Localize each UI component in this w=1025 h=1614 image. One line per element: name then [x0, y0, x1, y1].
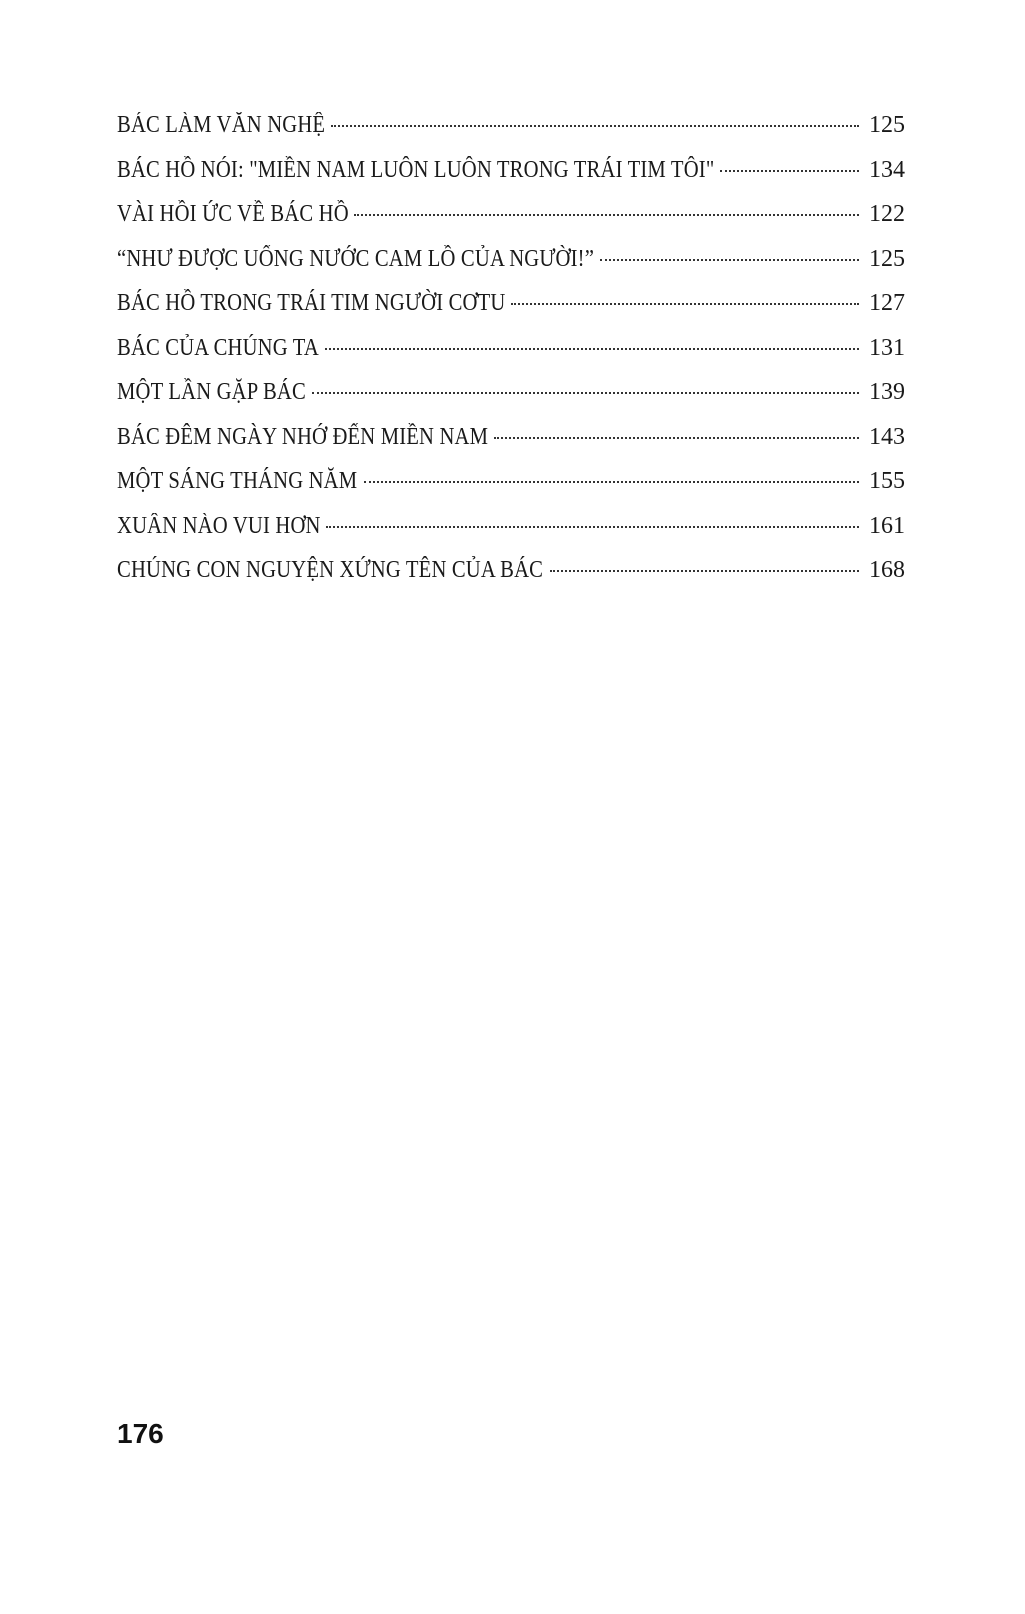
toc-dot-leader	[325, 347, 859, 350]
table-of-contents	[117, 112, 905, 602]
toc-dot-leader	[550, 569, 859, 572]
toc-entry-page: 143	[869, 423, 905, 450]
toc-entry	[117, 201, 905, 246]
toc-entry-title: BÁC HỒ NÓI: "MIỀN NAM LUÔN LUÔN TRONG TRÁI TIM TÔI"	[117, 156, 715, 183]
toc-entry	[117, 468, 905, 513]
toc-entry-page: 122	[869, 201, 905, 227]
toc-entry-title: MỘT SÁNG THÁNG NĂM	[117, 468, 358, 494]
toc-dot-leader	[312, 391, 859, 394]
toc-entry-page: 131	[869, 334, 905, 361]
toc-entry-title: MỘT LẦN GẶP BÁC	[117, 379, 306, 405]
toc-entry-page: 125	[869, 112, 905, 138]
toc-entry-title: VÀI HỒI ỨC VỀ BÁC HỒ	[117, 201, 349, 227]
toc-entry-page: 127	[869, 290, 905, 316]
toc-entry	[117, 246, 905, 291]
toc-entry-title: BÁC ĐÊM NGÀY NHỚ ĐẾN MIỀN NAM	[117, 423, 489, 450]
toc-entry-title: “NHƯ ĐƯỢC UỐNG NƯỚC CAM LỒ CỦA NGƯỜI!”	[117, 245, 595, 272]
toc-entry	[117, 290, 905, 335]
toc-entry-title: CHÚNG CON NGUYỆN XỨNG TÊN CỦA BÁC	[117, 557, 544, 583]
toc-dot-leader	[494, 436, 859, 439]
toc-entry-title: BÁC CỦA CHÚNG TA	[117, 334, 319, 361]
toc-entry	[117, 424, 905, 469]
toc-dot-leader	[364, 480, 859, 483]
toc-entry-page: 139	[869, 379, 905, 405]
toc-dot-leader	[600, 258, 859, 261]
toc-dot-leader	[331, 124, 859, 127]
toc-entry	[117, 513, 905, 558]
toc-entry-page: 125	[869, 245, 905, 272]
toc-entry-page: 168	[869, 557, 905, 583]
toc-dot-leader	[720, 169, 859, 172]
page-number: 176	[117, 1418, 164, 1449]
toc-entry-title: BÁC HỒ TRONG TRÁI TIM NGƯỜI CƠTU	[117, 290, 506, 316]
toc-dot-leader	[354, 213, 859, 216]
toc-entry-title: BÁC LÀM VĂN NGHỆ	[117, 112, 326, 138]
toc-entry-title: XUÂN NÀO VUI HƠN	[117, 512, 321, 539]
toc-dot-leader	[326, 525, 859, 528]
toc-entry-page: 161	[869, 512, 905, 539]
toc-dot-leader	[511, 302, 859, 305]
toc-entry	[117, 335, 905, 380]
toc-entry	[117, 557, 905, 602]
toc-entry-page: 134	[869, 156, 905, 183]
toc-entry	[117, 379, 905, 424]
toc-entry	[117, 112, 905, 157]
toc-entry	[117, 157, 905, 202]
toc-entry-page: 155	[869, 468, 905, 494]
